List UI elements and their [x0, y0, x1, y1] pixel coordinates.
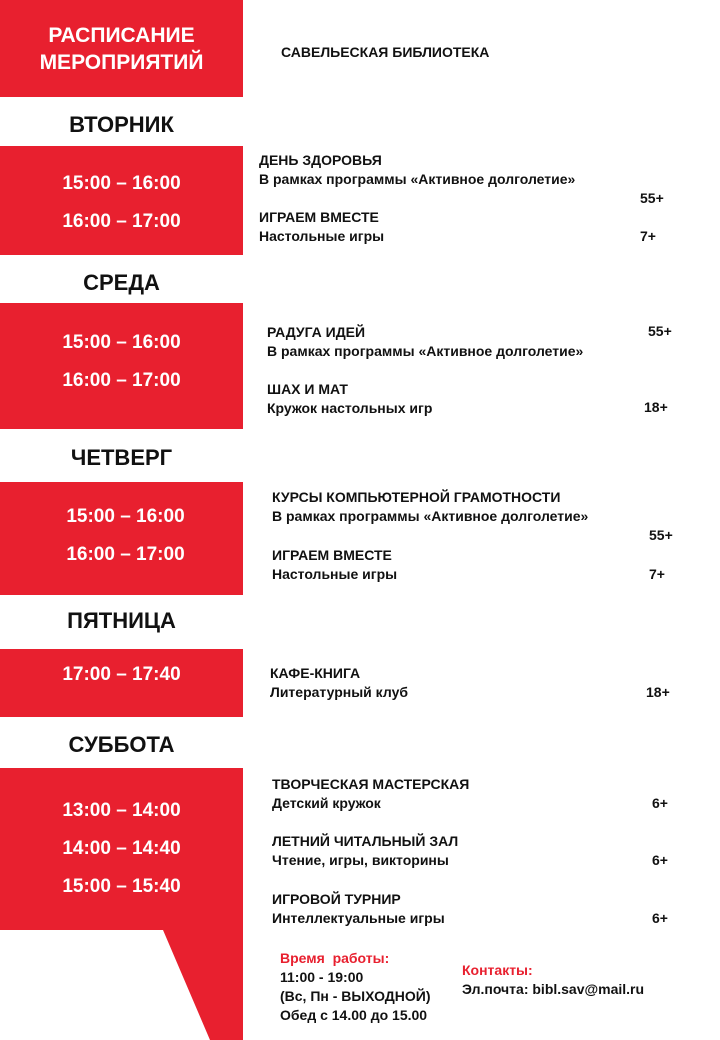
event-title: ИГРАЕМ ВМЕСТЕ [259, 209, 379, 225]
time-slot: 15:00 – 16:00 [66, 506, 185, 527]
age-rating: 7+ [649, 566, 665, 582]
title-line-1: РАСПИСАНИЕ [48, 23, 195, 47]
age-rating: 6+ [652, 910, 668, 926]
event-title: РАДУГА ИДЕЙ [267, 324, 366, 340]
time-slot: 15:00 – 16:00 [62, 332, 181, 353]
event-title: КАФЕ-КНИГА [270, 665, 361, 681]
time-block-friday [0, 649, 243, 717]
time-slot: 16:00 – 17:00 [66, 544, 185, 565]
lunch-break: Обед с 14.00 до 15.00 [280, 1007, 428, 1023]
working-hours-label: Время работы: [280, 950, 390, 966]
event-desc: Настольные игры [259, 228, 385, 244]
days-off: (Вс, Пн - ВЫХОДНОЙ) [280, 988, 431, 1004]
age-rating: 55+ [640, 190, 664, 206]
event-title: ТВОРЧЕСКАЯ МАСТЕРСКАЯ [272, 776, 470, 792]
age-rating: 55+ [648, 323, 672, 339]
saturday-times [0, 768, 243, 928]
event-desc: Интеллектуальные игры [272, 910, 445, 926]
day-wednesday: СРЕДА [83, 270, 160, 295]
time-slot: 16:00 – 17:00 [62, 211, 181, 232]
time-slot: 15:00 – 15:40 [62, 876, 181, 897]
working-hours-time: 11:00 - 19:00 [280, 969, 364, 985]
age-rating: 6+ [652, 852, 668, 868]
event-desc: В рамках программы «Активное долголетие» [272, 508, 589, 524]
event-desc: Чтение, игры, викторины [272, 852, 449, 868]
day-tuesday: ВТОРНИК [69, 112, 174, 137]
event-title: ЛЕТНИЙ ЧИТАЛЬНЫЙ ЗАЛ [272, 833, 459, 849]
time-block-thursday [0, 482, 243, 595]
day-thursday: ЧЕТВЕРГ [70, 445, 173, 470]
event-desc: Литературный клуб [270, 684, 408, 700]
time-slot: 13:00 – 14:00 [62, 800, 181, 821]
library-name: САВЕЛЬЕСКАЯ БИБЛИОТЕКА [281, 44, 490, 60]
age-rating: 6+ [652, 795, 668, 811]
contact-email[interactable]: Эл.почта: bibl.sav@mail.ru [462, 981, 645, 997]
event-title: ДЕНЬ ЗДОРОВЬЯ [259, 152, 382, 168]
event-title: ИГРАЕМ ВМЕСТЕ [272, 547, 392, 563]
event-desc: Настольные игры [272, 566, 398, 582]
contacts [462, 961, 644, 999]
event-title: ИГРОВОЙ ТУРНИР [272, 891, 401, 907]
event-desc: Кружок настольных игр [267, 400, 433, 416]
day-saturday: СУББОТА [68, 732, 175, 757]
contacts-label: Контакты: [462, 962, 533, 978]
event-title: КУРСЫ КОМПЬЮТЕРНОЙ ГРАМОТНОСТИ [272, 489, 561, 505]
age-rating: 55+ [649, 527, 673, 543]
age-rating: 7+ [640, 228, 656, 244]
age-rating: 18+ [646, 684, 670, 700]
time-slot: 14:00 – 14:40 [62, 838, 181, 859]
time-slot: 17:00 – 17:40 [62, 664, 181, 685]
age-rating: 18+ [644, 399, 668, 415]
event-title: ШАХ И МАТ [267, 381, 348, 397]
title-banner [0, 0, 243, 97]
event-desc: В рамках программы «Активное долголетие» [259, 171, 576, 187]
event-desc: В рамках программы «Активное долголетие» [267, 343, 584, 359]
day-friday: ПЯТНИЦА [67, 608, 176, 633]
time-block-wednesday [0, 303, 243, 429]
time-slot: 15:00 – 16:00 [62, 173, 181, 194]
time-block-tuesday [0, 146, 243, 255]
time-slot: 16:00 – 17:00 [62, 370, 181, 391]
event-desc: Детский кружок [272, 795, 381, 811]
title-line-2: МЕРОПРИЯТИЙ [39, 50, 204, 74]
working-hours [280, 949, 431, 1025]
